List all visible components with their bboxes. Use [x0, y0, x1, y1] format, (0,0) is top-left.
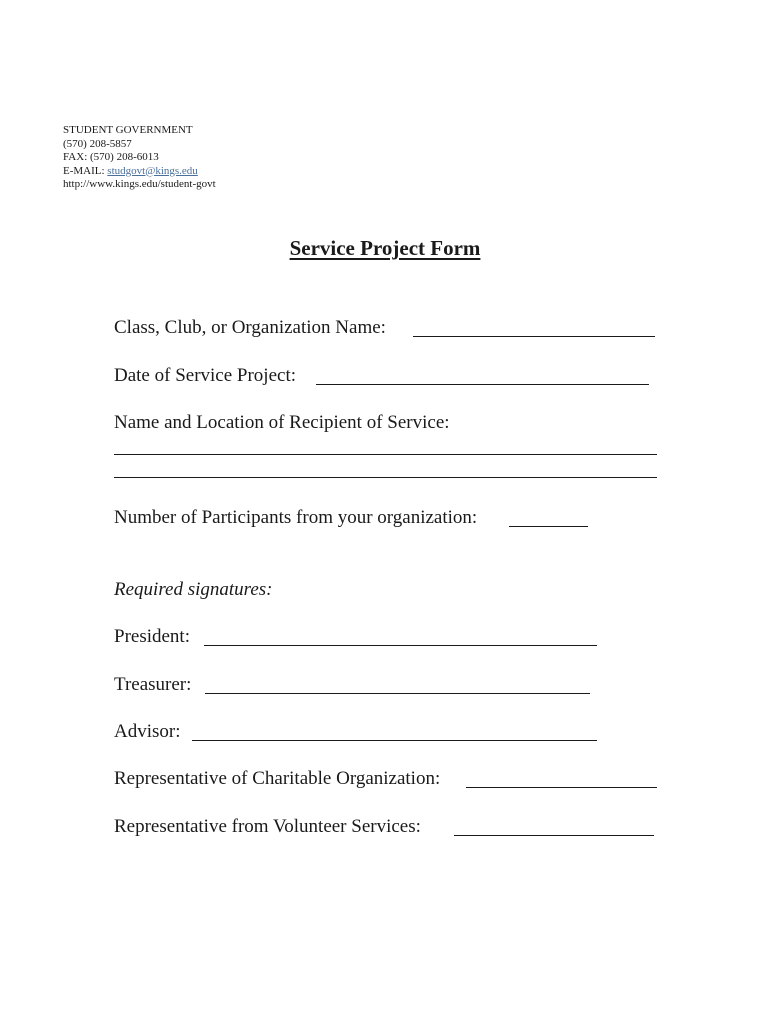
- charitable-rep-row: [114, 768, 440, 790]
- president-label: President:: [114, 626, 190, 647]
- treasurer-signature-blank[interactable]: [205, 693, 590, 694]
- participants-blank[interactable]: [509, 526, 588, 527]
- phone-number: (570) 208-5857: [63, 137, 132, 150]
- org-name-blank[interactable]: [413, 336, 655, 337]
- fax-number: FAX: (570) 208-6013: [63, 151, 159, 163]
- recipient-label: Name and Location of Recipient of Service:: [114, 412, 450, 433]
- volunteer-rep-signature-blank[interactable]: [454, 835, 654, 836]
- org-name: STUDENT GOVERNMENT: [63, 124, 193, 136]
- volunteer-rep-label: Representative from Volunteer Services:: [114, 816, 421, 837]
- email-label: E-MAIL:: [63, 164, 108, 177]
- org-name-row: [114, 317, 386, 339]
- participants-row: [114, 507, 477, 529]
- charitable-rep-label: Representative of Charitable Organization:: [114, 768, 441, 789]
- volunteer-rep-row: [114, 816, 421, 838]
- president-row: [114, 626, 190, 648]
- advisor-label: Advisor:: [114, 721, 181, 742]
- email-line: [63, 165, 216, 179]
- recipient-row: [114, 412, 450, 434]
- president-signature-blank[interactable]: [204, 645, 597, 646]
- advisor-row: [114, 721, 181, 743]
- date-row: [114, 365, 296, 387]
- treasurer-row: [114, 674, 191, 696]
- participants-label: Number of Participants from your organization:: [114, 507, 478, 528]
- date-blank[interactable]: [316, 384, 649, 385]
- letterhead: [63, 124, 216, 192]
- org-name-label: Class, Club, or Organization Name:: [114, 317, 386, 338]
- charitable-rep-signature-blank[interactable]: [466, 787, 657, 788]
- email-link[interactable]: studgovt@kings.edu: [107, 164, 198, 177]
- website-url: http://www.kings.edu/student-govt: [63, 178, 216, 190]
- treasurer-label: Treasurer:: [114, 674, 192, 695]
- recipient-blank-1[interactable]: [114, 454, 657, 455]
- date-label: Date of Service Project:: [114, 365, 297, 386]
- form-title: Service Project Form: [289, 236, 481, 260]
- signatures-heading: Required signatures:: [114, 579, 273, 600]
- recipient-blank-2[interactable]: [114, 477, 657, 478]
- advisor-signature-blank[interactable]: [192, 740, 597, 741]
